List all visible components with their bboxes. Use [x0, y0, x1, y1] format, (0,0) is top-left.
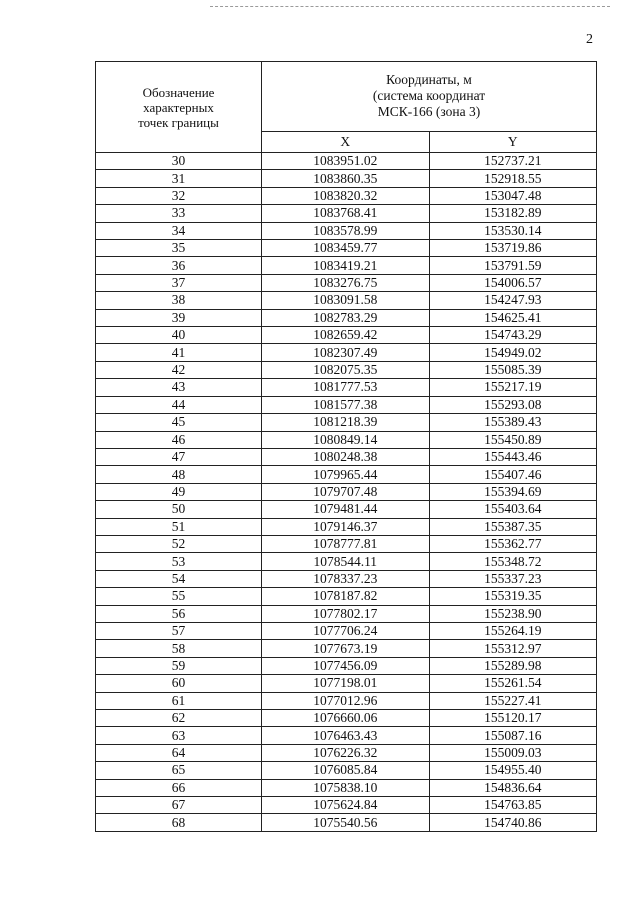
point-cell: 58 [96, 640, 262, 657]
x-coordinate-cell: 1077706.24 [262, 622, 430, 639]
y-coordinate-cell: 155319.35 [429, 588, 597, 605]
table-row [96, 535, 597, 552]
x-coordinate-cell: 1083419.21 [262, 257, 430, 274]
header-coordinates [262, 62, 597, 132]
y-coordinate-cell: 153530.14 [429, 222, 597, 239]
point-cell: 60 [96, 675, 262, 692]
x-coordinate-cell: 1083768.41 [262, 205, 430, 222]
y-coordinate-cell: 153791.59 [429, 257, 597, 274]
y-coordinate-cell: 155394.69 [429, 483, 597, 500]
point-cell: 47 [96, 448, 262, 465]
x-coordinate-cell: 1083820.32 [262, 187, 430, 204]
header-point-line: точек границы [138, 114, 219, 130]
table-row [96, 292, 597, 309]
y-coordinate-cell: 155120.17 [429, 710, 597, 727]
y-coordinate-cell: 155087.16 [429, 727, 597, 744]
y-coordinate-cell: 154763.85 [429, 797, 597, 814]
y-coordinate-cell: 155403.64 [429, 501, 597, 518]
table-row [96, 414, 597, 431]
point-cell: 31 [96, 170, 262, 187]
header-x: X [262, 131, 430, 153]
point-cell: 50 [96, 501, 262, 518]
y-coordinate-cell: 155387.35 [429, 518, 597, 535]
y-coordinate-cell: 155217.19 [429, 379, 597, 396]
point-cell: 33 [96, 205, 262, 222]
table-row [96, 344, 597, 361]
x-coordinate-cell: 1081218.39 [262, 414, 430, 431]
x-coordinate-cell: 1078544.11 [262, 553, 430, 570]
table-row [96, 657, 597, 674]
point-cell: 40 [96, 327, 262, 344]
x-coordinate-cell: 1077802.17 [262, 605, 430, 622]
table-row [96, 710, 597, 727]
y-coordinate-cell: 154625.41 [429, 309, 597, 326]
coordinates-table [95, 61, 597, 832]
x-coordinate-cell: 1079965.44 [262, 466, 430, 483]
x-coordinate-cell: 1083578.99 [262, 222, 430, 239]
table-row [96, 309, 597, 326]
y-coordinate-cell: 155450.89 [429, 431, 597, 448]
header-coords-line: Координаты, м [386, 72, 472, 88]
table-row [96, 744, 597, 761]
y-coordinate-cell: 154955.40 [429, 762, 597, 779]
point-cell: 51 [96, 518, 262, 535]
point-cell: 55 [96, 588, 262, 605]
header-y: Y [429, 131, 597, 153]
point-cell: 35 [96, 240, 262, 257]
table-row [96, 570, 597, 587]
table-row [96, 327, 597, 344]
point-cell: 65 [96, 762, 262, 779]
x-coordinate-cell: 1078777.81 [262, 535, 430, 552]
table-row [96, 361, 597, 378]
x-coordinate-cell: 1083459.77 [262, 240, 430, 257]
x-coordinate-cell: 1082307.49 [262, 344, 430, 361]
x-coordinate-cell: 1079481.44 [262, 501, 430, 518]
table-body [96, 153, 597, 832]
y-coordinate-cell: 154743.29 [429, 327, 597, 344]
point-cell: 38 [96, 292, 262, 309]
table-row [96, 483, 597, 500]
table-row [96, 240, 597, 257]
table-row [96, 622, 597, 639]
header-point-line: характерных [143, 99, 214, 115]
point-cell: 56 [96, 605, 262, 622]
y-coordinate-cell: 155227.41 [429, 692, 597, 709]
x-coordinate-cell: 1082783.29 [262, 309, 430, 326]
point-cell: 37 [96, 274, 262, 291]
header-point-line: Обозначение [142, 84, 215, 100]
point-cell: 34 [96, 222, 262, 239]
y-coordinate-cell: 155085.39 [429, 361, 597, 378]
table-row [96, 431, 597, 448]
page-number: 2 [586, 32, 593, 47]
point-cell: 39 [96, 309, 262, 326]
point-cell: 52 [96, 535, 262, 552]
x-coordinate-cell: 1075838.10 [262, 779, 430, 796]
point-cell: 45 [96, 414, 262, 431]
table-header [96, 62, 597, 153]
table-row [96, 274, 597, 291]
point-cell: 63 [96, 727, 262, 744]
y-coordinate-cell: 155238.90 [429, 605, 597, 622]
table-row [96, 675, 597, 692]
point-cell: 48 [96, 466, 262, 483]
table-row [96, 187, 597, 204]
y-coordinate-cell: 155293.08 [429, 396, 597, 413]
x-coordinate-cell: 1078337.23 [262, 570, 430, 587]
y-coordinate-cell: 152737.21 [429, 153, 597, 170]
point-cell: 46 [96, 431, 262, 448]
table-row [96, 501, 597, 518]
y-coordinate-cell: 155337.23 [429, 570, 597, 587]
x-coordinate-cell: 1083276.75 [262, 274, 430, 291]
table-row [96, 518, 597, 535]
y-coordinate-cell: 155362.77 [429, 535, 597, 552]
header-coords-line: МСК-166 (зона 3) [377, 104, 481, 120]
point-cell: 62 [96, 710, 262, 727]
point-cell: 68 [96, 814, 262, 831]
y-coordinate-cell: 155443.46 [429, 448, 597, 465]
point-cell: 54 [96, 570, 262, 587]
table-row [96, 605, 597, 622]
x-coordinate-cell: 1079146.37 [262, 518, 430, 535]
y-coordinate-cell: 154836.64 [429, 779, 597, 796]
point-cell: 44 [96, 396, 262, 413]
table-row [96, 814, 597, 831]
point-cell: 59 [96, 657, 262, 674]
x-coordinate-cell: 1077012.96 [262, 692, 430, 709]
x-coordinate-cell: 1078187.82 [262, 588, 430, 605]
x-coordinate-cell: 1080248.38 [262, 448, 430, 465]
x-coordinate-cell: 1082659.42 [262, 327, 430, 344]
y-coordinate-cell: 155407.46 [429, 466, 597, 483]
x-coordinate-cell: 1082075.35 [262, 361, 430, 378]
table-row [96, 466, 597, 483]
header-coords-line: (система координат [372, 88, 486, 104]
x-coordinate-cell: 1081577.38 [262, 396, 430, 413]
table-row [96, 153, 597, 170]
point-cell: 43 [96, 379, 262, 396]
point-cell: 36 [96, 257, 262, 274]
y-coordinate-cell: 155261.54 [429, 675, 597, 692]
point-cell: 41 [96, 344, 262, 361]
header-point-designation [96, 62, 262, 153]
x-coordinate-cell: 1076085.84 [262, 762, 430, 779]
x-coordinate-cell: 1083951.02 [262, 153, 430, 170]
y-coordinate-cell: 155009.03 [429, 744, 597, 761]
table-row [96, 222, 597, 239]
table-row [96, 588, 597, 605]
y-coordinate-cell: 154949.02 [429, 344, 597, 361]
x-coordinate-cell: 1076463.43 [262, 727, 430, 744]
point-cell: 67 [96, 797, 262, 814]
x-coordinate-cell: 1075624.84 [262, 797, 430, 814]
point-cell: 32 [96, 187, 262, 204]
point-cell: 64 [96, 744, 262, 761]
table-row [96, 379, 597, 396]
y-coordinate-cell: 153047.48 [429, 187, 597, 204]
table-row [96, 762, 597, 779]
x-coordinate-cell: 1076660.06 [262, 710, 430, 727]
table-row [96, 396, 597, 413]
point-cell: 66 [96, 779, 262, 796]
table-row [96, 553, 597, 570]
top-dashed-rule [210, 6, 610, 7]
x-coordinate-cell: 1077456.09 [262, 657, 430, 674]
table-row [96, 692, 597, 709]
x-coordinate-cell: 1083091.58 [262, 292, 430, 309]
table-row [96, 640, 597, 657]
y-coordinate-cell: 154006.57 [429, 274, 597, 291]
point-cell: 53 [96, 553, 262, 570]
point-cell: 42 [96, 361, 262, 378]
table-row [96, 257, 597, 274]
y-coordinate-cell: 154247.93 [429, 292, 597, 309]
y-coordinate-cell: 152918.55 [429, 170, 597, 187]
table-row [96, 797, 597, 814]
y-coordinate-cell: 155348.72 [429, 553, 597, 570]
y-coordinate-cell: 154740.86 [429, 814, 597, 831]
table-row [96, 779, 597, 796]
y-coordinate-cell: 153719.86 [429, 240, 597, 257]
table-row [96, 727, 597, 744]
point-cell: 30 [96, 153, 262, 170]
y-coordinate-cell: 153182.89 [429, 205, 597, 222]
x-coordinate-cell: 1081777.53 [262, 379, 430, 396]
y-coordinate-cell: 155264.19 [429, 622, 597, 639]
x-coordinate-cell: 1077673.19 [262, 640, 430, 657]
point-cell: 57 [96, 622, 262, 639]
point-cell: 49 [96, 483, 262, 500]
x-coordinate-cell: 1083860.35 [262, 170, 430, 187]
y-coordinate-cell: 155389.43 [429, 414, 597, 431]
point-cell: 61 [96, 692, 262, 709]
table-row [96, 170, 597, 187]
x-coordinate-cell: 1075540.56 [262, 814, 430, 831]
table-row [96, 205, 597, 222]
y-coordinate-cell: 155289.98 [429, 657, 597, 674]
x-coordinate-cell: 1077198.01 [262, 675, 430, 692]
x-coordinate-cell: 1080849.14 [262, 431, 430, 448]
table-row [96, 448, 597, 465]
x-coordinate-cell: 1079707.48 [262, 483, 430, 500]
x-coordinate-cell: 1076226.32 [262, 744, 430, 761]
y-coordinate-cell: 155312.97 [429, 640, 597, 657]
